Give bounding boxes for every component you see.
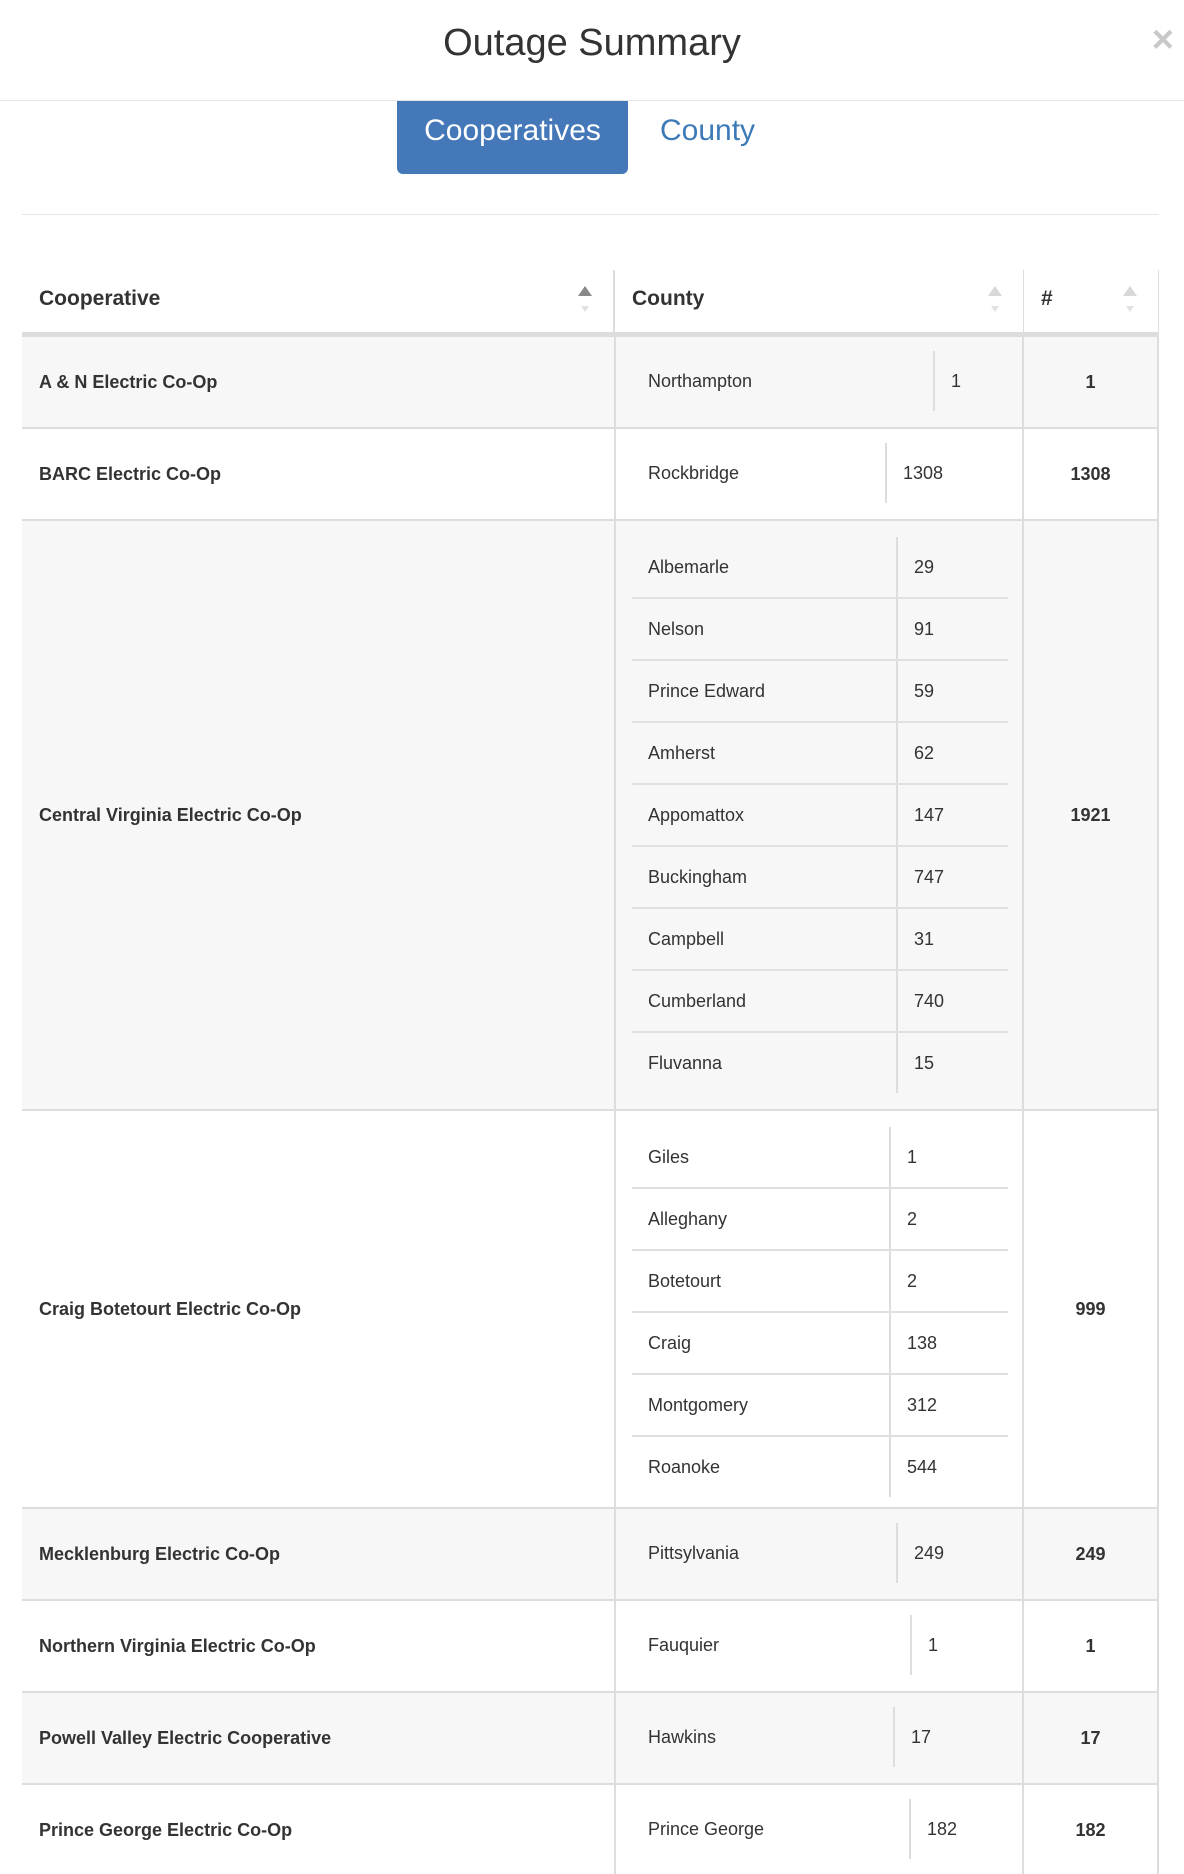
outage-total: 1 [1024, 337, 1159, 427]
county-cell [614, 1111, 1024, 1507]
county-row [632, 909, 1008, 971]
county-row [632, 1799, 1008, 1861]
sort-ascending-icon [577, 284, 593, 316]
county-row [632, 723, 1008, 785]
county-count: 249 [896, 1523, 944, 1583]
county-count: 31 [896, 909, 934, 969]
table-body [22, 337, 1159, 1874]
county-name: Fluvanna [648, 1053, 723, 1073]
county-name: Rockbridge [648, 463, 740, 483]
county-count: 1308 [885, 443, 943, 503]
close-icon[interactable]: × [1151, 19, 1174, 61]
county-row [632, 1437, 1008, 1499]
county-subtable [632, 1799, 1008, 1861]
table-row [22, 429, 1159, 521]
county-name: Nelson [648, 619, 705, 639]
table-row [22, 337, 1159, 429]
county-cell [614, 1693, 1024, 1783]
county-row [632, 1707, 1008, 1769]
table-row [22, 1601, 1159, 1693]
county-count: 1 [933, 351, 961, 411]
county-name: Hawkins [648, 1727, 717, 1747]
county-subtable [632, 1615, 1008, 1677]
county-row [632, 1615, 1008, 1677]
column-header-count[interactable] [1024, 270, 1159, 332]
county-count: 182 [909, 1799, 957, 1859]
county-row [632, 1033, 1008, 1095]
divider [22, 214, 1159, 215]
county-row [632, 1251, 1008, 1313]
county-name: Prince Edward [648, 681, 766, 701]
county-row [632, 847, 1008, 909]
county-name: Craig [648, 1333, 692, 1353]
column-header-label: # [1041, 287, 1053, 310]
county-count: 91 [896, 599, 934, 659]
county-cell [614, 337, 1024, 427]
county-row [632, 1375, 1008, 1437]
cooperative-name: Northern Virginia Electric Co-Op [39, 1635, 316, 1656]
county-name: Prince George [648, 1819, 765, 1839]
column-header-label: County [632, 287, 705, 310]
outage-total: 1921 [1024, 521, 1159, 1109]
county-name: Albemarle [648, 557, 730, 577]
tab-bar [0, 101, 1184, 175]
outage-total: 1 [1024, 1601, 1159, 1691]
sort-icon [1122, 284, 1138, 316]
outage-total: 1308 [1024, 429, 1159, 519]
county-count: 15 [896, 1033, 934, 1093]
county-name: Giles [648, 1147, 690, 1167]
cooperative-name: Powell Valley Electric Cooperative [39, 1727, 332, 1748]
column-header-county[interactable] [614, 270, 1024, 332]
county-name: Northampton [648, 371, 753, 391]
table-row [22, 1111, 1159, 1509]
county-name: Roanoke [648, 1457, 721, 1477]
county-name: Montgomery [648, 1395, 749, 1415]
county-name: Campbell [648, 929, 725, 949]
modal-title: Outage Summary [443, 22, 741, 64]
county-count: 312 [889, 1375, 937, 1435]
county-name: Cumberland [648, 991, 747, 1011]
county-count: 544 [889, 1437, 937, 1497]
outage-total: 249 [1024, 1509, 1159, 1599]
modal-header [0, 0, 1184, 101]
cooperative-name: Mecklenburg Electric Co-Op [39, 1543, 281, 1564]
sort-icon [987, 284, 1003, 316]
county-name: Appomattox [648, 805, 745, 825]
county-cell [614, 521, 1024, 1109]
county-name: Buckingham [648, 867, 748, 887]
cooperative-name: A & N Electric Co-Op [39, 371, 218, 392]
county-row [632, 537, 1008, 599]
county-row [632, 599, 1008, 661]
county-subtable [632, 537, 1008, 1095]
cooperative-name: Craig Botetourt Electric Co-Op [39, 1298, 302, 1319]
column-header-cooperative[interactable] [22, 270, 614, 332]
county-row [632, 1313, 1008, 1375]
county-count: 59 [896, 661, 934, 721]
county-name: Botetourt [648, 1271, 722, 1291]
county-count: 29 [896, 537, 934, 597]
cooperative-name: BARC Electric Co-Op [39, 463, 222, 484]
county-subtable [632, 1707, 1008, 1769]
county-row [632, 443, 1008, 505]
table-row [22, 521, 1159, 1111]
county-subtable [632, 351, 1008, 413]
tab-cooperatives[interactable]: Cooperatives [397, 101, 628, 174]
county-count: 747 [896, 847, 944, 907]
county-subtable [632, 1523, 1008, 1585]
outage-total: 17 [1024, 1693, 1159, 1783]
county-count: 740 [896, 971, 944, 1031]
county-cell [614, 1785, 1024, 1874]
county-name: Alleghany [648, 1209, 728, 1229]
county-row [632, 661, 1008, 723]
county-row [632, 1127, 1008, 1189]
county-count: 2 [889, 1189, 917, 1249]
county-count: 2 [889, 1251, 917, 1311]
county-row [632, 785, 1008, 847]
outage-total: 182 [1024, 1785, 1159, 1874]
column-header-label: Cooperative [39, 287, 161, 310]
county-count: 1 [889, 1127, 917, 1187]
county-subtable [632, 443, 1008, 505]
county-count: 138 [889, 1313, 937, 1373]
table-row [22, 1693, 1159, 1785]
county-name: Amherst [648, 743, 716, 763]
outage-table [22, 270, 1159, 1874]
table-row [22, 1785, 1159, 1874]
county-cell [614, 429, 1024, 519]
table-header [22, 270, 1159, 337]
county-count: 62 [896, 723, 934, 783]
county-count: 147 [896, 785, 944, 845]
tab-county[interactable]: County [659, 114, 756, 147]
county-row [632, 971, 1008, 1033]
county-row [632, 351, 1008, 413]
county-count: 17 [893, 1707, 931, 1767]
table-row [22, 1509, 1159, 1601]
outage-total: 999 [1024, 1111, 1159, 1507]
county-row [632, 1189, 1008, 1251]
county-row [632, 1523, 1008, 1585]
county-subtable [632, 1127, 1008, 1499]
county-count: 1 [910, 1615, 938, 1675]
cooperative-name: Central Virginia Electric Co-Op [39, 804, 302, 825]
county-name: Pittsylvania [648, 1543, 740, 1563]
cooperative-name: Prince George Electric Co-Op [39, 1819, 293, 1840]
county-cell [614, 1509, 1024, 1599]
county-cell [614, 1601, 1024, 1691]
county-name: Fauquier [648, 1635, 720, 1655]
